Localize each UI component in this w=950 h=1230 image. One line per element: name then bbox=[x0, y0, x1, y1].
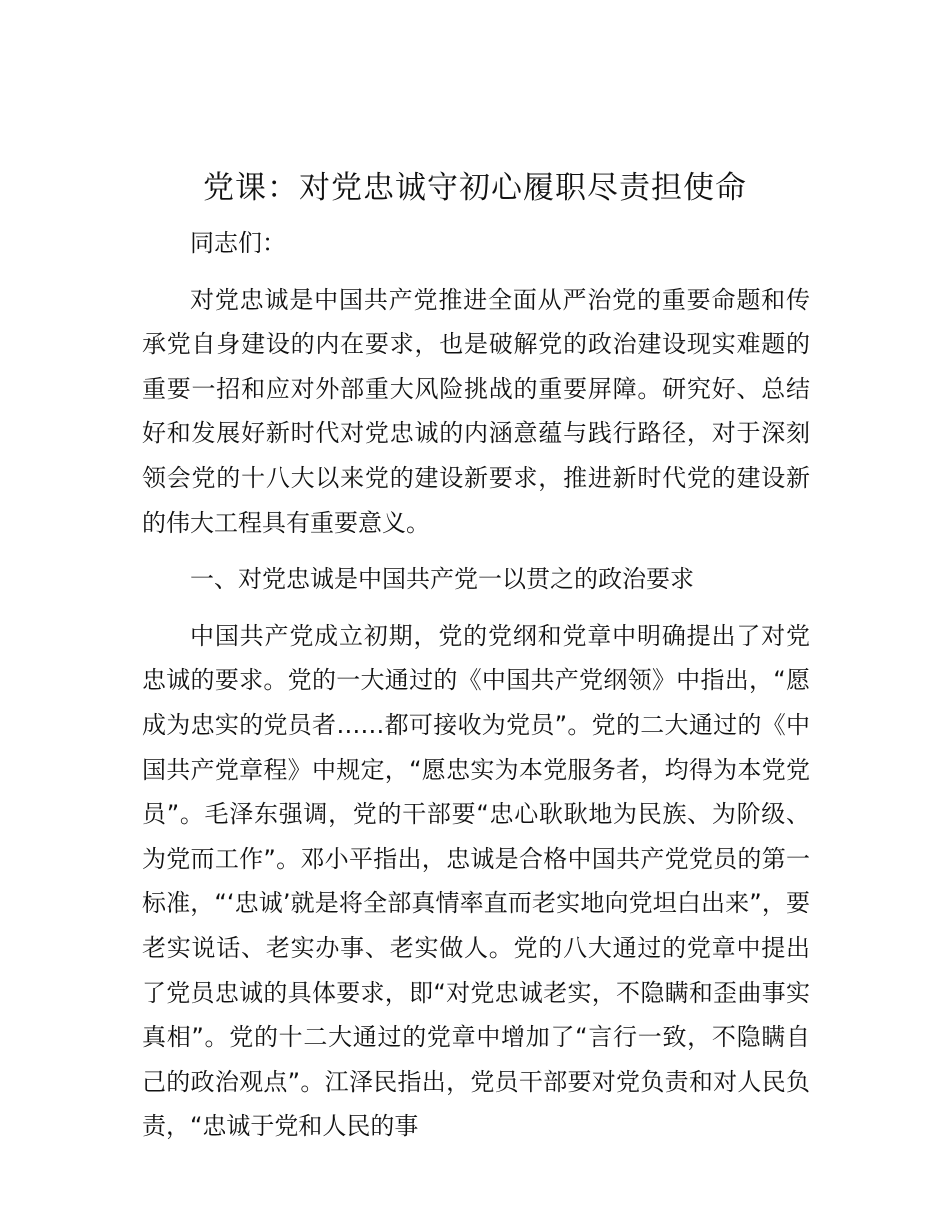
paragraph-intro: 对党忠诚是中国共产党推进全面从严治党的重要命题和传承党自身建设的内在要求，也是破解党的政治建设现实难题的重要一招和应对外部重大风险挑战的重要屏障。研究好、总结好和发展好新时代对党忠诚的内涵意蕴与践行路径，对于深刻领会党的十八大以来党的建设新要求，推进新时代党的建设新的伟大工程具有重要意义。 bbox=[142, 285, 810, 537]
document-title: 党课：对党忠诚守初心履职尽责担使命 bbox=[203, 170, 747, 206]
greeting: 同志们： bbox=[190, 229, 286, 257]
section-heading-1: 一、对党忠诚是中国共产党一以贯之的政治要求 bbox=[190, 565, 694, 594]
document-body bbox=[142, 221, 810, 1161]
paragraph-history: 中国共产党成立初期，党的党纲和党章中明确提出了对党忠诚的要求。党的一大通过的《中国共产党纲领》中指出，“愿成为忠实的党员者……都可接收为党员”。党的二大通过的《中国共产党章程》中规定，“愿忠实为本党服务者，均得为本党党员”。毛泽东强调，党的干部要“忠心耿耿地为民族、为阶级、为党而工作”。邓小平指出，忠诚是合格中国共产党党员的第一标准，“‘忠诚’就是将全部真情率直而老实地向党坦白出来”，要老实说话、老实办事、老实做人。党的八大通过的党章中提出了党员忠诚的具体要求，即“对党忠诚老实，不隐瞒和歪曲事实真相”。党的十二大通过的党章中增加了“言行一致，不隐瞒自己的政治观点”。江泽民指出，党员干部要对党负责和对人民负责，“忠诚于党和人民的事 bbox=[142, 621, 810, 1141]
